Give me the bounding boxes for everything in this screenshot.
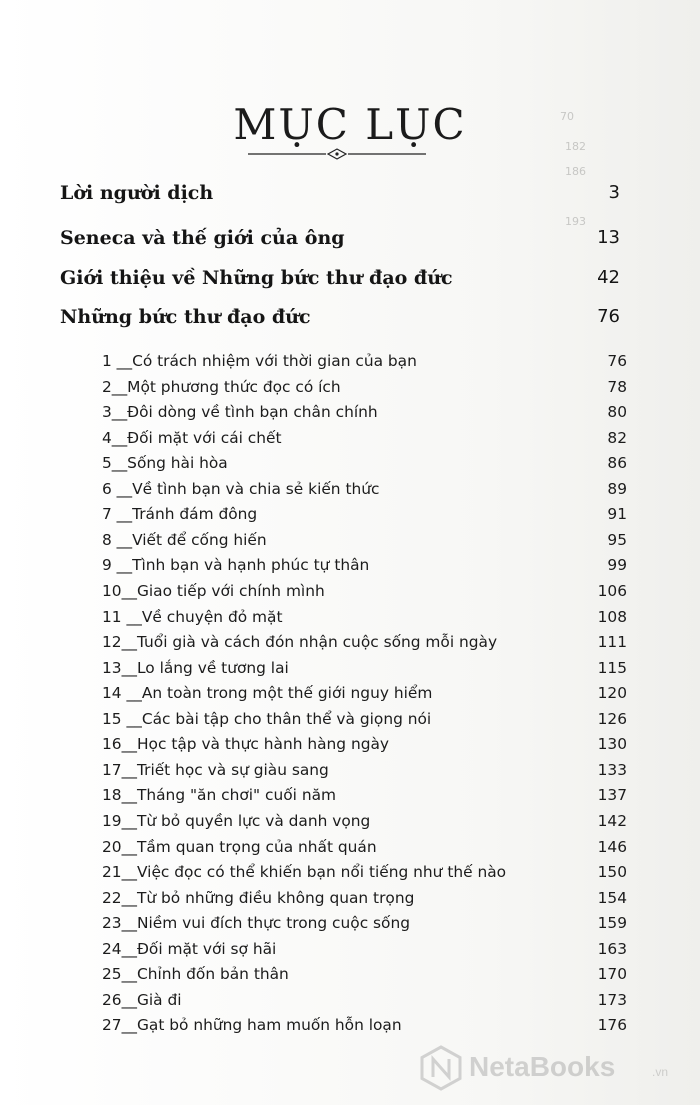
toc-entry-page: 106 — [597, 582, 627, 600]
toc-entry-page: 115 — [597, 658, 627, 677]
toc-entry-page: 99 — [607, 556, 627, 575]
toc-section-page: 76 — [597, 306, 620, 327]
toc-entry-title: 4__Đối mặt với cái chết — [102, 428, 282, 447]
toc-entry-title: 16__Học tập và thực hành hàng ngày — [102, 735, 390, 754]
bleed-through-text: 186 — [565, 165, 586, 178]
toc-entry-title: 11 __Về chuyện đỏ mặt — [102, 607, 283, 626]
toc-entry-page: 163 — [597, 939, 627, 958]
toc-entry-title: 22__Từ bỏ những điều không quan trọng — [102, 888, 415, 907]
toc-entry-title: 20__Tầm quan trọng của nhất quán — [102, 837, 377, 856]
toc-entry-page: 108 — [597, 607, 627, 626]
toc-entry-title: 1 __Có trách nhiệm với thời gian của bạn — [102, 352, 417, 370]
toc-entry-title: 8 __Viết để cống hiến — [102, 530, 267, 549]
toc-entry-page: 120 — [597, 684, 627, 703]
toc-entry-page: 82 — [607, 428, 627, 447]
toc-entry-title: 26__Già đi — [102, 990, 182, 1009]
toc-entry-title: 2__Một phương thức đọc có ích — [102, 377, 341, 396]
toc-entry-title: 27__Gạt bỏ những ham muốn hỗn loạn — [102, 1016, 402, 1035]
toc-entry-title: 7 __Tránh đám đông — [102, 505, 258, 524]
toc-entry-page: 137 — [597, 786, 627, 805]
toc-entry-title: 12__Tuổi già và cách đón nhận cuộc sống mỗi ngày — [102, 633, 498, 651]
toc-section-title: Lời người dịch — [60, 182, 214, 204]
toc-entry-page: 170 — [597, 965, 627, 984]
toc-entry-title: 25__Chỉnh đốn bản thân — [102, 965, 289, 984]
toc-entry-title: 9 __Tình bạn và hạnh phúc tự thân — [102, 556, 370, 575]
toc-entry-page: 133 — [597, 760, 627, 779]
toc-entry-page: 111 — [597, 633, 627, 651]
toc-section[interactable] — [60, 227, 620, 249]
toc-section-page: 42 — [597, 267, 620, 288]
toc-section-title: Những bức thư đạo đức — [60, 306, 311, 328]
toc-entry-title: 5__Sống hài hòa — [102, 454, 228, 473]
toc-entry-page: 159 — [597, 914, 627, 933]
toc-entry-title: 15 __Các bài tập cho thân thể và giọng nói — [102, 709, 432, 728]
toc-section[interactable] — [60, 306, 620, 328]
toc-entry-page: 126 — [597, 709, 627, 728]
toc-entry-page: 86 — [607, 454, 627, 473]
toc-entry-page: 146 — [597, 837, 627, 856]
toc-entry-title: 17__Triết học và sự giàu sang — [102, 760, 329, 779]
toc-section[interactable] — [60, 182, 620, 204]
watermark-domain: .vn — [652, 1065, 669, 1079]
toc-entry-page: 91 — [607, 505, 627, 524]
toc-entry-title: 10__Giao tiếp với chính mình — [102, 582, 325, 600]
title-divider-ornament — [248, 148, 426, 160]
toc-entry-title: 19__Từ bỏ quyền lực và danh vọng — [102, 811, 371, 830]
toc-entry-page: 150 — [597, 863, 627, 881]
netabooks-watermark — [419, 1045, 689, 1091]
toc-entry-page: 95 — [607, 530, 627, 549]
toc-entry-page: 173 — [597, 990, 627, 1009]
toc-entry-page: 154 — [597, 888, 627, 907]
toc-entry-page: 78 — [607, 377, 627, 396]
toc-entry-title: 3__Đôi dòng về tình bạn chân chính — [102, 403, 378, 422]
toc-section-page: 3 — [608, 182, 620, 203]
bleed-through-text: 193 — [565, 215, 586, 228]
hexagon-n-logo-icon — [419, 1045, 463, 1091]
page-title: MỤC LỤC — [233, 100, 467, 149]
toc-section-page: 13 — [597, 227, 620, 248]
toc-entry-title: 21__Việc đọc có thể khiến bạn nổi tiếng như thế nào — [102, 863, 507, 881]
watermark-brand: NetaBooks — [469, 1051, 616, 1082]
bleed-through-text: 70 — [560, 110, 574, 123]
toc-section-title: Seneca và thế giới của ông — [60, 227, 345, 249]
toc-entry-page: 89 — [607, 479, 627, 498]
toc-entry-title: 13__Lo lắng về tương lai — [102, 658, 289, 677]
toc-entry-page: 130 — [597, 735, 627, 754]
toc-entry-page: 76 — [607, 352, 627, 370]
toc-entry-page: 80 — [607, 403, 627, 422]
bleed-through-text: 182 — [565, 140, 586, 153]
toc-entry-page: 176 — [597, 1016, 627, 1035]
toc-entry-title: 14 __An toàn trong một thế giới nguy hiểm — [102, 684, 433, 703]
toc-entry-title: 18__Tháng "ăn chơi" cuối năm — [102, 786, 336, 805]
toc-entry-page: 142 — [597, 811, 627, 830]
toc-section[interactable] — [60, 267, 620, 289]
toc-section-title: Giới thiệu về Những bức thư đạo đức — [60, 267, 453, 289]
toc-entry-title: 24__Đối mặt với sợ hãi — [102, 939, 277, 958]
toc-entry-title: 6 __Về tình bạn và chia sẻ kiến thức — [102, 479, 380, 498]
toc-entry-title: 23__Niềm vui đích thực trong cuộc sống — [102, 914, 411, 933]
